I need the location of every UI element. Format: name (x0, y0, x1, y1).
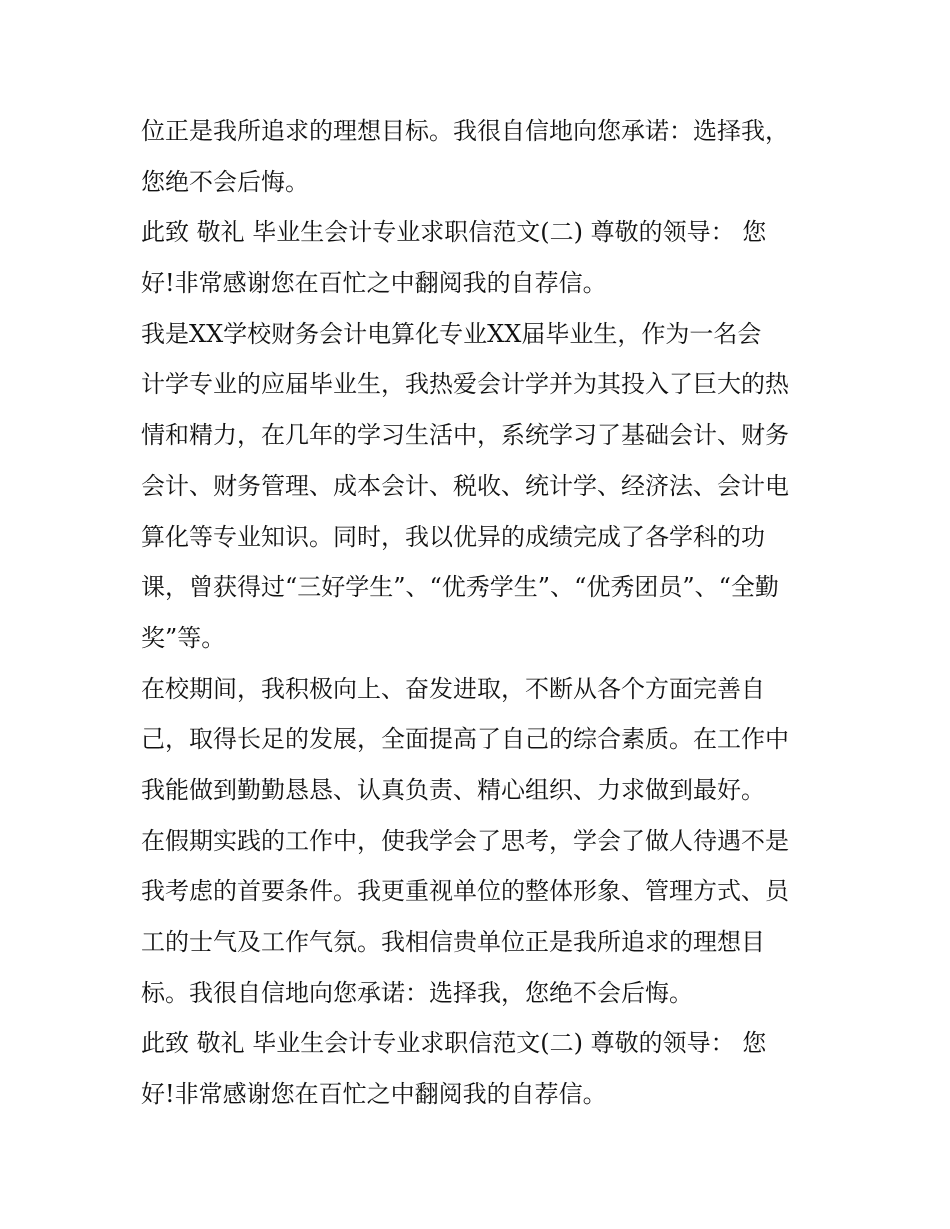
text-line: 奖”等。 (141, 623, 226, 652)
text-line: 会计、财务管理、成本会计、税收、统计学、经济法、会计电 (141, 471, 789, 500)
text-line: 情和精力，在几年的学习生活中，系统学习了基础会计、财务 (141, 421, 789, 450)
text-line: 我考虑的首要条件。我更重视单位的整体形象、管理方式、员 (141, 877, 789, 906)
text-line: 此致 敬礼 毕业生会计专业求职信范文(二) 尊敬的领导： 您 (141, 218, 767, 247)
text-line: 您绝不会后悔。 (141, 167, 309, 196)
text-line: 工的士气及工作气氛。我相信贵单位正是我所追求的理想目 (141, 928, 765, 956)
text-line: 己，取得长足的发展，全面提高了自己的综合素质。在工作中 (141, 725, 789, 754)
text-line: 好!非常感谢您在百忙之中翻阅我的自荐信。 (141, 1080, 607, 1109)
text-line: 在假期实践的工作中，使我学会了思考，学会了做人待遇不是 (141, 826, 789, 855)
text-line: 在校期间，我积极向上、奋发进取，不断从各个方面完善自 (141, 674, 765, 703)
text-line: 我是XX学校财务会计电算化专业XX届毕业生，作为一名会 (141, 319, 762, 348)
text-line: 课，曾获得过“三好学生”、“优秀学生”、“优秀团员”、“全勤 (141, 573, 779, 602)
text-line: 好!非常感谢您在百忙之中翻阅我的自荐信。 (141, 269, 607, 298)
document-body (141, 106, 813, 1120)
text-line: 我能做到勤勤恳恳、认真负责、精心组织、力求做到最好。 (141, 775, 765, 804)
text-line: 算化等专业知识。同时，我以优异的成绩完成了各学科的功 (141, 522, 765, 551)
text-line: 标。我很自信地向您承诺：选择我，您绝不会后悔。 (141, 978, 693, 1007)
text-line: 计学专业的应届毕业生，我热爱会计学并为其投入了巨大的热 (141, 370, 789, 399)
text-line: 此致 敬礼 毕业生会计专业求职信范文(二) 尊敬的领导： 您 (141, 1029, 767, 1058)
text-line: 位正是我所追求的理想目标。我很自信地向您承诺：选择我， (141, 117, 789, 145)
